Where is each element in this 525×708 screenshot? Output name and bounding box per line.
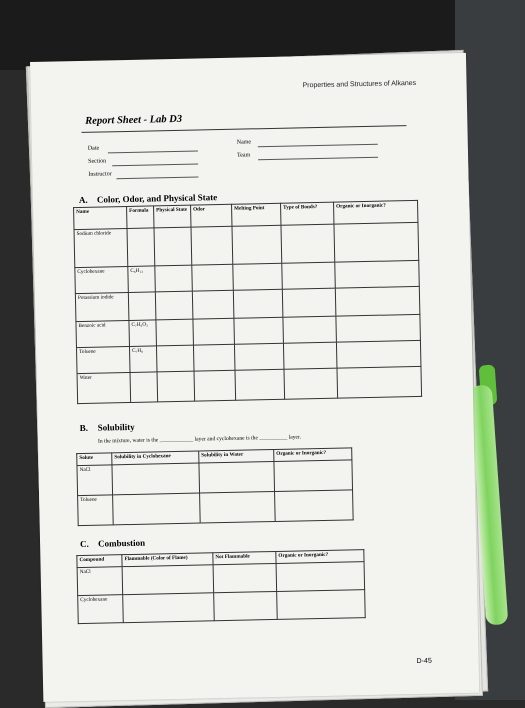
cell-name: Sodium chloride <box>74 229 128 268</box>
col-header: Solubility in Cyclohexane <box>112 451 199 465</box>
table-b <box>76 447 353 526</box>
col-header: Compound <box>77 555 122 568</box>
page-number: D-45 <box>416 657 432 666</box>
cell-name: Water <box>77 372 131 403</box>
report-sheet-page <box>30 53 479 702</box>
col-header: Solubility in Water <box>199 449 274 463</box>
title-rule <box>81 125 406 133</box>
date-label: Date <box>87 145 100 152</box>
cell-compound: Cyclohexane <box>78 595 124 624</box>
cell-name: Potassium iodide <box>75 292 129 321</box>
col-header: Physical State <box>154 205 191 228</box>
col-header: Type of Bonds? <box>281 202 334 225</box>
col-header: Name <box>74 207 127 230</box>
cell-formula: C₆H₁₂ <box>128 266 156 293</box>
cell-name: Toluene <box>76 346 130 373</box>
instructor-line[interactable] <box>116 176 198 179</box>
section-label: Section <box>88 158 107 165</box>
col-header: Organic or Inorganic? <box>334 200 418 224</box>
cell-formula: C₇H₈ <box>129 346 157 373</box>
cell-formula <box>128 292 156 321</box>
section-line[interactable] <box>112 164 198 167</box>
section-a-heading: A. Color, Odor, and Physical State <box>78 192 218 206</box>
table-c <box>76 549 365 624</box>
table-row <box>78 590 366 624</box>
col-header: Formula <box>127 206 154 229</box>
cell-formula: C₇H₆O₂ <box>129 320 157 347</box>
solubility-sentence: In the mixture, water is the ____________ layer and cyclohexane is the __________ layer. <box>97 434 302 445</box>
team-label: Team <box>236 152 251 159</box>
instructor-label: Instructor <box>88 171 112 178</box>
report-title: Report Sheet - Lab D3 <box>85 113 183 127</box>
col-header: Odor <box>191 204 232 227</box>
team-line[interactable] <box>258 157 378 161</box>
name-label: Name <box>236 139 252 146</box>
col-header: Melting Point <box>232 203 281 226</box>
table-row <box>78 490 354 526</box>
cell-compound: NaCl <box>77 567 123 596</box>
cell-formula <box>130 372 158 403</box>
table-row <box>77 366 422 403</box>
section-c-heading: C. Combustion <box>80 537 146 550</box>
col-header: Organic or Inorganic? <box>274 448 352 462</box>
running-title: Properties and Structures of Alkanes <box>302 79 417 90</box>
col-header: Not Flammable <box>213 551 276 564</box>
name-line[interactable] <box>258 144 378 148</box>
table-a <box>73 200 422 404</box>
cell-solute: NaCl <box>77 465 113 496</box>
col-header: Solute <box>77 453 112 466</box>
cell-solute: Toluene <box>78 495 114 526</box>
section-b-heading: B. Solubility <box>79 421 135 434</box>
cell-name: Cyclohexane <box>75 266 129 293</box>
cell-formula <box>127 228 155 267</box>
cell-name: Benzoic acid <box>76 320 130 347</box>
date-line[interactable] <box>108 151 198 154</box>
col-header: Flammable (Color of Flame) <box>122 553 213 567</box>
col-header: Organic or Inorganic? <box>276 550 364 564</box>
